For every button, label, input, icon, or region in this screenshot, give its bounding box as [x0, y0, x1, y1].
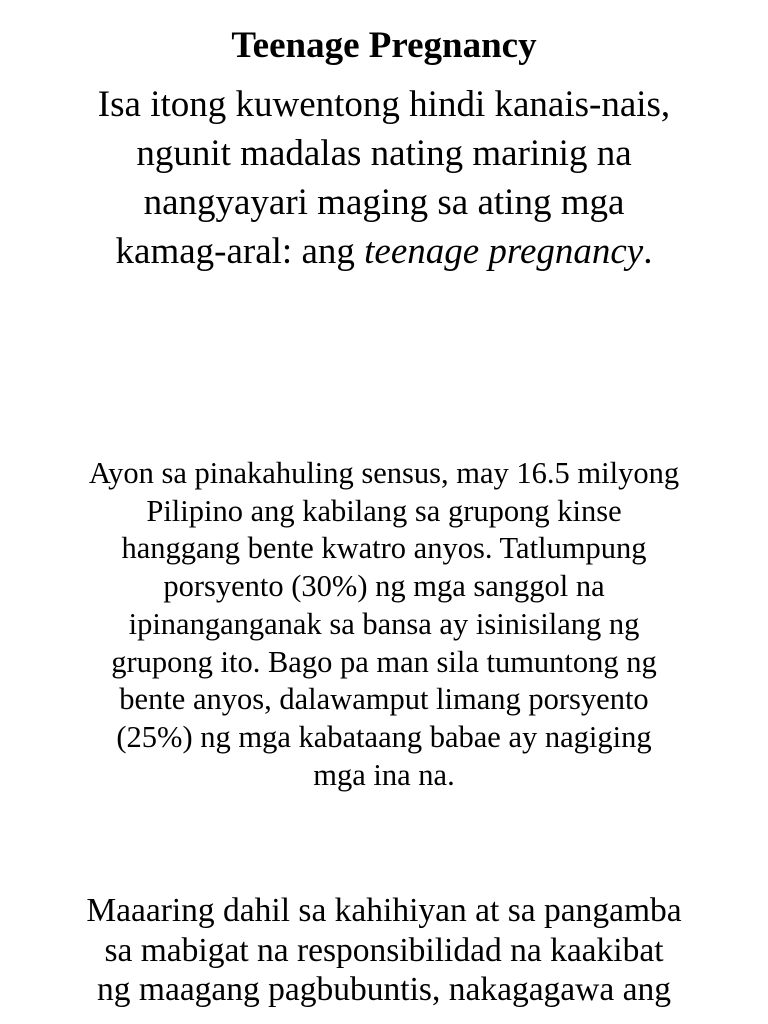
paragraph-line: Pilipino ang kabilang sa grupong kinse	[146, 493, 622, 528]
intro-line-prefix: kamag-aral: ang	[115, 231, 365, 272]
paragraph-line: porsyento (30%) ng mga sanggol na	[163, 569, 605, 604]
paragraph-line: hanggang bente kwatro anyos. Tatlumpung	[121, 531, 647, 566]
intro-line	[24, 227, 744, 276]
document-title: Teenage Pregnancy	[231, 25, 537, 66]
intro-line: nangyayari maging sa ating mga	[143, 182, 625, 223]
census-paragraph	[24, 455, 744, 794]
paragraph-line: sa mabigat na responsibilidad na kaakibat	[104, 931, 664, 969]
intro-line-suffix: .	[643, 231, 653, 272]
intro-paragraph	[24, 80, 744, 276]
paragraph-line: (25%) ng mga kabataang babae ay nagiging	[116, 719, 652, 754]
paragraph-line: mga ina na.	[313, 757, 455, 792]
paragraph-line: grupong ito. Bago pa man sila tumuntong ng	[111, 644, 657, 679]
paragraph-line: ng maagang pagbubuntis, nakagagawa ang	[97, 971, 671, 1008]
paragraph-line: Ayon sa pinakahuling sensus, may 16.5 milyong	[88, 456, 680, 490]
paragraph-line: bente anyos, dalawamput limang porsyento	[119, 682, 649, 717]
paragraph-line: Maaaring dahil sa kahihiyan at sa pangamba	[86, 892, 682, 929]
intro-emphasis: teenage pregnancy	[364, 231, 644, 272]
paragraph-line: ipinanganganak sa bansa ay isinisilang ng	[128, 606, 640, 641]
intro-line: ngunit madalas nating marinig na	[136, 133, 632, 174]
intro-line: Isa itong kuwentong hindi kanais-nais,	[97, 84, 671, 125]
responsibility-paragraph	[24, 891, 744, 1010]
